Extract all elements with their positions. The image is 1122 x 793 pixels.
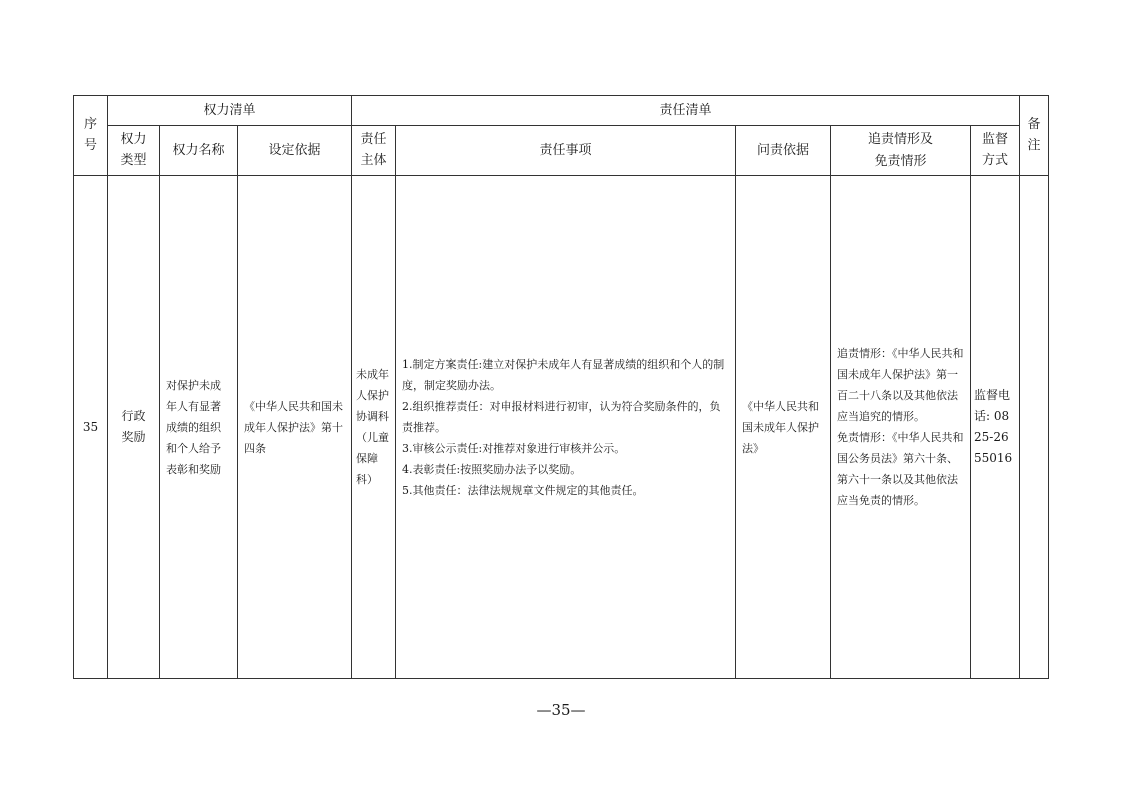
header-subject: 责任主体 [352,126,396,176]
matter-item: 1.制定方案责任:建立对保护未成年人有显著成绩的组织和个人的制度，制定奖励办法。 [402,357,725,392]
row-power-name: 对保护未成年人有显著成绩的组织和个人给予表彰和奖励 [160,176,238,679]
matter-item: 4.表彰责任:按照奖励办法予以奖励。 [402,462,582,476]
matter-item: 3.审核公示责任:对推荐对象进行审核并公示。 [402,441,626,455]
row-matters [396,176,736,679]
matter-item: 2.组织推荐责任：对申报材料进行初审，认为符合奖励条件的，负责推荐。 [402,399,721,434]
matter-item: 5.其他责任：法律法规规章文件规定的其他责任。 [402,483,644,497]
header-power-name: 权力名称 [160,126,238,176]
header-accountability: 追责情形及免责情形 [831,126,971,176]
row-basis: 《中华人民共和国未成年人保护法》第十四条 [238,176,352,679]
header-account-basis: 问责依据 [736,126,831,176]
responsibility-table [73,95,1049,679]
row-remark [1020,176,1049,679]
accountability-item: 免责情形：《中华人民共和国公务员法》第六十条、第六十一条以及其他依法应当免责的情形。 [837,431,964,507]
page-number: —35— [536,701,586,719]
row-subject: 未成年人保护协调科（儿童保障科） [352,176,396,679]
row-power-type: 行政奖励 [108,176,160,679]
row-seq: 35 [74,176,108,679]
accountability-item: 追责情形：《中华人民共和国未成年人保护法》第一百二十八条以及其他依法应当追究的情形。 [837,347,964,423]
header-seq: 序号 [74,96,108,176]
row-supervision: 监督电话: 0825-2655016 [971,176,1020,679]
header-power-list: 权力清单 [108,96,352,126]
row-account-basis: 《中华人民共和国未成年人保护法》 [736,176,831,679]
header-power-type: 权力类型 [108,126,160,176]
header-responsibility-list: 责任清单 [352,96,1020,126]
header-matters: 责任事项 [396,126,736,176]
header-supervision: 监督方式 [971,126,1020,176]
row-accountability [831,176,971,679]
header-basis: 设定依据 [238,126,352,176]
header-remark: 备注 [1020,96,1049,176]
